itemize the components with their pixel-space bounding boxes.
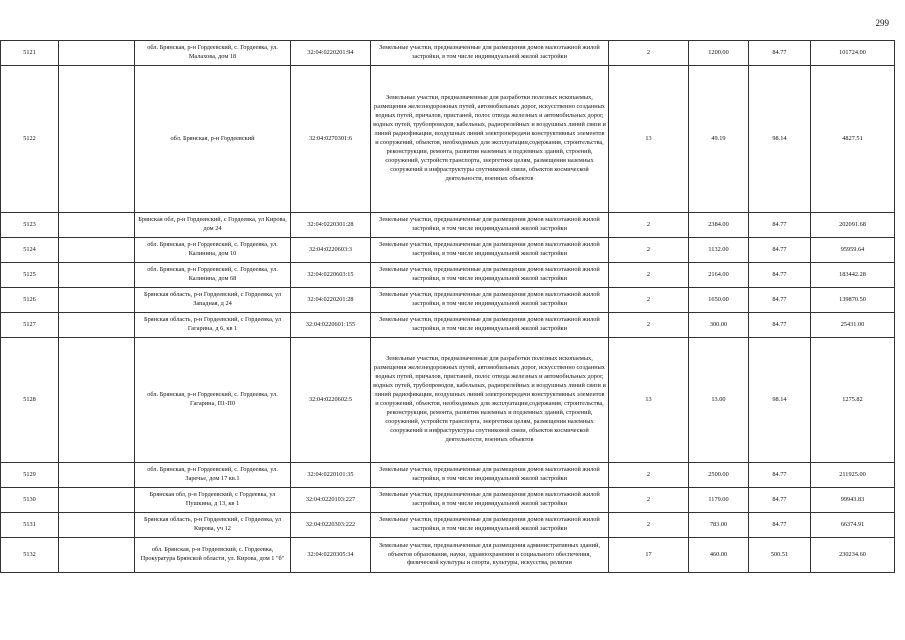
percent-cell: 84.77 bbox=[749, 238, 811, 263]
rate-cell: 49.19 bbox=[689, 66, 749, 213]
blank-cell bbox=[59, 263, 135, 288]
cadastral-number-cell: 32:04:0220201:28 bbox=[291, 288, 371, 313]
blank-cell bbox=[59, 488, 135, 513]
row-number-cell: 5127 bbox=[1, 313, 59, 338]
group-cell: 2 bbox=[609, 263, 689, 288]
blank-cell bbox=[59, 213, 135, 238]
land-use-cell: Земельные участки, предназначенные для размещения домов малоэтажной жилой застройки, в том числе индивидуальной жилой застройки bbox=[371, 513, 609, 538]
value-cell: 1275.82 bbox=[811, 338, 895, 463]
address-cell: Брянская обл, р-н Гордеевский, с Гордеевка, ул Кирова, дом 24 bbox=[135, 213, 291, 238]
rate-cell: 1179.00 bbox=[689, 488, 749, 513]
group-cell: 2 bbox=[609, 488, 689, 513]
rate-cell: 13.00 bbox=[689, 338, 749, 463]
group-cell: 2 bbox=[609, 463, 689, 488]
cadastral-number-cell: 32:04:0270301:6 bbox=[291, 66, 371, 213]
cadastral-number-cell: 32:04:0220103:227 bbox=[291, 488, 371, 513]
percent-cell: 98.14 bbox=[749, 66, 811, 213]
table-row bbox=[1, 313, 895, 338]
land-use-cell: Земельные участки, предназначенные для размещения домов малоэтажной жилой застройки, в том числе индивидуальной жилой застройки bbox=[371, 288, 609, 313]
percent-cell: 84.77 bbox=[749, 488, 811, 513]
row-number-cell: 5125 bbox=[1, 263, 59, 288]
land-use-cell: Земельные участки, предназначенные для размещения домов малоэтажной жилой застройки, в том числе индивидуальной жилой застройки bbox=[371, 463, 609, 488]
percent-cell: 84.77 bbox=[749, 41, 811, 66]
percent-cell: 84.77 bbox=[749, 213, 811, 238]
address-cell: Брянская область, р-н Гордеевский, с Гордеевка, ул Западная, д 24 bbox=[135, 288, 291, 313]
percent-cell: 84.77 bbox=[749, 513, 811, 538]
address-cell: обл. Брянская, р-н Гордеевский, с. Гордеевка, ул. Заречье, дом 17 кв.1 bbox=[135, 463, 291, 488]
rate-cell: 2164.00 bbox=[689, 263, 749, 288]
land-use-cell: Земельные участки, предназначенные для размещения домов малоэтажной жилой застройки, в том числе индивидуальной жилой застройки bbox=[371, 41, 609, 66]
group-cell: 2 bbox=[609, 313, 689, 338]
land-use-cell: Земельные участки, предназначенные для размещения домов малоэтажной жилой застройки, в том числе индивидуальной жилой застройки bbox=[371, 313, 609, 338]
address-cell: обл. Брянская, р-н Гордеевский bbox=[135, 66, 291, 213]
table-row bbox=[1, 538, 895, 573]
value-cell: 183442.28 bbox=[811, 263, 895, 288]
value-cell: 95959.64 bbox=[811, 238, 895, 263]
land-use-cell: Земельные участки, предназначенные для размещения домов малоэтажной жилой застройки, в том числе индивидуальной жилой застройки bbox=[371, 238, 609, 263]
percent-cell: 84.77 bbox=[749, 463, 811, 488]
rate-cell: 460.00 bbox=[689, 538, 749, 573]
rate-cell: 1650.00 bbox=[689, 288, 749, 313]
blank-cell bbox=[59, 513, 135, 538]
row-number-cell: 5126 bbox=[1, 288, 59, 313]
cadastral-number-cell: 32:04:0220303:222 bbox=[291, 513, 371, 538]
value-cell: 4827.51 bbox=[811, 66, 895, 213]
row-number-cell: 5122 bbox=[1, 66, 59, 213]
blank-cell bbox=[59, 238, 135, 263]
group-cell: 2 bbox=[609, 513, 689, 538]
land-use-cell: Земельные участки, предназначенные для размещения административных зданий, объектов образования, науки, здравоохранения и социального обеспечения, физической культуры и спорта, культуры, искусства, религии bbox=[371, 538, 609, 573]
address-cell: обл. Брянская, р-н Гордеевский, с. Гордеевка, Прокуратура Брянской области, ул. Кирова, дом 1 "б" bbox=[135, 538, 291, 573]
percent-cell: 84.77 bbox=[749, 288, 811, 313]
table-row bbox=[1, 463, 895, 488]
value-cell: 211925.00 bbox=[811, 463, 895, 488]
percent-cell: 84.77 bbox=[749, 313, 811, 338]
table-body bbox=[1, 41, 895, 573]
group-cell: 2 bbox=[609, 238, 689, 263]
rate-cell: 2384.00 bbox=[689, 213, 749, 238]
land-use-cell: Земельные участки, предназначенные для размещения домов малоэтажной жилой застройки, в том числе индивидуальной жилой застройки bbox=[371, 488, 609, 513]
address-cell: Брянская обл, р-н Гордеевский, с Гордеевка, ул Пушкина, д 13, кв 1 bbox=[135, 488, 291, 513]
rate-cell: 1132.00 bbox=[689, 238, 749, 263]
value-cell: 202091.68 bbox=[811, 213, 895, 238]
blank-cell bbox=[59, 538, 135, 573]
group-cell: 2 bbox=[609, 213, 689, 238]
group-cell: 17 bbox=[609, 538, 689, 573]
row-number-cell: 5129 bbox=[1, 463, 59, 488]
blank-cell bbox=[59, 41, 135, 66]
row-number-cell: 5132 bbox=[1, 538, 59, 573]
table-row bbox=[1, 513, 895, 538]
row-number-cell: 5128 bbox=[1, 338, 59, 463]
cadastral-number-cell: 32:04:0220603:15 bbox=[291, 263, 371, 288]
table-row bbox=[1, 338, 895, 463]
row-number-cell: 5124 bbox=[1, 238, 59, 263]
land-use-cell: Земельные участки, предназначенные для размещения домов малоэтажной жилой застройки, в том числе индивидуальной жилой застройки bbox=[371, 213, 609, 238]
rate-cell: 2500.00 bbox=[689, 463, 749, 488]
table-row bbox=[1, 288, 895, 313]
percent-cell: 98.14 bbox=[749, 338, 811, 463]
group-cell: 2 bbox=[609, 288, 689, 313]
table-row bbox=[1, 213, 895, 238]
cadastral-number-cell: 32:04:0220603:3 bbox=[291, 238, 371, 263]
rate-cell: 1200.00 bbox=[689, 41, 749, 66]
value-cell: 99943.83 bbox=[811, 488, 895, 513]
page-number: 299 bbox=[875, 18, 889, 28]
land-use-cell: Земельные участки, предназначенные для размещения домов малоэтажной жилой застройки, в том числе индивидуальной жилой застройки bbox=[371, 263, 609, 288]
address-cell: Брянская область, р-н Гордеевский, с Гордеевка, ул Кирова, уч 12 bbox=[135, 513, 291, 538]
rate-cell: 783.00 bbox=[689, 513, 749, 538]
table-row bbox=[1, 263, 895, 288]
rate-cell: 300.00 bbox=[689, 313, 749, 338]
cadastral-number-cell: 32:04:0220305:34 bbox=[291, 538, 371, 573]
cadastral-number-cell: 32:04:0220101:35 bbox=[291, 463, 371, 488]
row-number-cell: 5123 bbox=[1, 213, 59, 238]
row-number-cell: 5121 bbox=[1, 41, 59, 66]
value-cell: 101724.00 bbox=[811, 41, 895, 66]
value-cell: 66374.91 bbox=[811, 513, 895, 538]
table-row bbox=[1, 238, 895, 263]
cadastral-number-cell: 32:04:0220602:5 bbox=[291, 338, 371, 463]
row-number-cell: 5131 bbox=[1, 513, 59, 538]
cadastral-number-cell: 32:04:0220201:94 bbox=[291, 41, 371, 66]
address-cell: обл. Брянская, р-н Гордеевский, с. Гордеевка, ул. Малахова, дом 18 bbox=[135, 41, 291, 66]
group-cell: 13 bbox=[609, 338, 689, 463]
table-row bbox=[1, 66, 895, 213]
table-row bbox=[1, 41, 895, 66]
blank-cell bbox=[59, 66, 135, 213]
land-use-cell: Земельные участки, предназначенные для разработки полезных ископаемых, размещения железнодорожных путей, автомобильных дорог, искусственно созданных водных путей, причалов, пристаней, полос отвода железных и автомобильных дорог, водных путей, трубопроводов, кабельных, радиорелейных и воздушных линий связи и линий радиофикации, воздушных линий электропередачи конструктивных элементов и сооружений, объектов, необходимых для эксплуатации,содержания, строительства, реконструкции, ремонта, развития наземных и подземных зданий, строений, сооружений, устройств транспорта, энергетики целям, размещения наземных сооружений и инфраструктуры спутниковой связи, объектов космической деятельности, военных объектов bbox=[371, 66, 609, 213]
cadastral-number-cell: 32:04:0220301:28 bbox=[291, 213, 371, 238]
address-cell: обл. Брянская, р-н Гордеевский, с. Гордеевка, ул. Гагарина, П1-П0 bbox=[135, 338, 291, 463]
address-cell: обл. Брянская, р-н Гордеевский, с. Гордеевка, ул. Калинина, дом 68 bbox=[135, 263, 291, 288]
blank-cell bbox=[59, 463, 135, 488]
percent-cell: 84.77 bbox=[749, 263, 811, 288]
address-cell: Брянская область, р-н Гордеевский, с Гордеевка, ул Гагарина, д 6, кв 1 bbox=[135, 313, 291, 338]
group-cell: 13 bbox=[609, 66, 689, 213]
value-cell: 230234.60 bbox=[811, 538, 895, 573]
land-use-cell: Земельные участки, предназначенные для разработки полезных ископаемых, размещения железнодорожных путей, автомобильных дорог, искусственно созданных водных путей, причалов, пристаней, полос отвода железных и автомобильных дорог, водных путей, трубопроводов, кабельных, радиорелейных и воздушных линий связи и линий радиофикации, воздушных линий электропередачи конструктивных элементов и сооружений, объектов, необходимых для эксплуатации,содержания, строительства, реконструкции, ремонта, развития наземных и подземных зданий, строений, сооружений, устройств транспорта, энергетики целям, размещения наземных сооружений и инфраструктуры спутниковой связи, объектов космической деятельности, военных объектов bbox=[371, 338, 609, 463]
value-cell: 25431.00 bbox=[811, 313, 895, 338]
percent-cell: 500.51 bbox=[749, 538, 811, 573]
blank-cell bbox=[59, 338, 135, 463]
blank-cell bbox=[59, 313, 135, 338]
address-cell: обл. Брянская, р-н Гордеевский, с. Гордеевка, ул. Калинина, дом 10 bbox=[135, 238, 291, 263]
row-number-cell: 5130 bbox=[1, 488, 59, 513]
blank-cell bbox=[59, 288, 135, 313]
land-register-table bbox=[0, 40, 895, 573]
value-cell: 139870.50 bbox=[811, 288, 895, 313]
cadastral-number-cell: 32:04:0220601:155 bbox=[291, 313, 371, 338]
table-row bbox=[1, 488, 895, 513]
group-cell: 2 bbox=[609, 41, 689, 66]
